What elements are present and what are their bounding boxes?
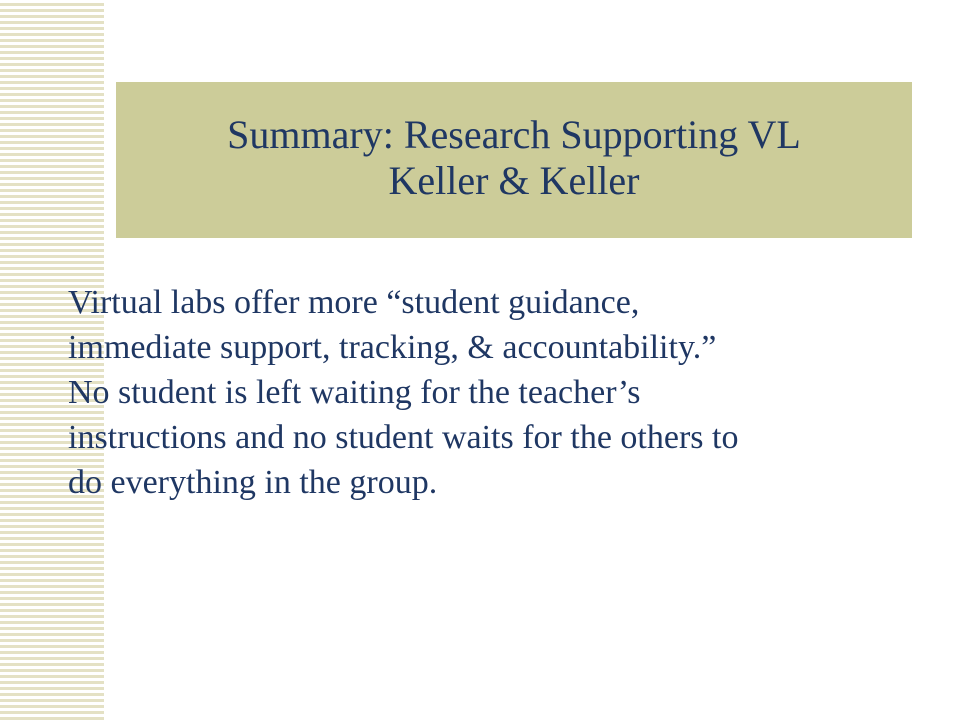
slide-title-line-2: Keller & Keller [388,158,640,203]
body-line: immediate support, tracking, & accountability.” [68,329,717,366]
body-line: No student is left waiting for the teacher’s [68,374,641,411]
body-line: instructions and no student waits for the others to [68,419,739,456]
slide-body-text [68,280,928,505]
slide-title-box [116,82,912,238]
slide-title-line-1: Summary: Research Supporting VL [227,112,801,157]
body-line: do everything in the group. [68,464,438,501]
body-line: Virtual labs offer more “student guidance, [68,284,640,321]
